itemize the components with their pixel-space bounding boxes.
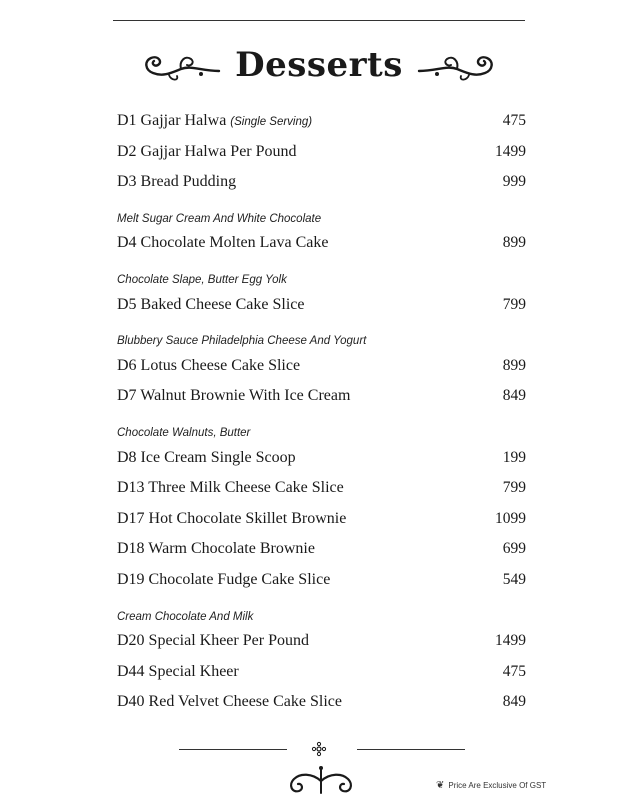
menu-item (117, 540, 526, 571)
item-name: D40 Red Velvet Cheese Cake Slice (117, 693, 342, 711)
item-name: D20 Special Kheer Per Pound (117, 632, 309, 650)
item-name: D18 Warm Chocolate Brownie (117, 540, 315, 558)
item-name: D5 Baked Cheese Cake Slice (117, 295, 305, 313)
menu-item (117, 571, 526, 602)
item-note: (Single Serving) (230, 116, 313, 128)
item-description: Chocolate Slape, Butter Egg Yolk (117, 274, 287, 287)
menu-item (117, 173, 526, 204)
item-price: 799 (502, 295, 526, 313)
item-price: 899 (502, 234, 526, 252)
item-name: D3 Bread Pudding (117, 173, 237, 191)
item-name: D19 Chocolate Fudge Cake Slice (117, 570, 331, 588)
menu-item (117, 112, 526, 143)
item-description-row (117, 265, 526, 296)
item-price: 899 (502, 356, 526, 374)
menu-item (117, 387, 526, 418)
right-flourish-icon (417, 43, 497, 87)
menu-item (117, 143, 526, 174)
dessert-menu-list (117, 112, 526, 724)
item-description-row (117, 602, 526, 633)
menu-item (117, 510, 526, 541)
top-divider (113, 20, 525, 21)
item-description: Cream Chocolate And Milk (117, 610, 254, 623)
item-description: Melt Sugar Cream And White Chocolate (117, 213, 322, 226)
item-name: D13 Three Milk Cheese Cake Slice (117, 479, 344, 497)
item-name: D8 Ice Cream Single Scoop (117, 448, 296, 466)
item-price: 475 (502, 112, 526, 129)
item-name: D2 Gajjar Halwa Per Pound (117, 142, 297, 160)
menu-item (117, 449, 526, 480)
item-description-row (117, 418, 526, 449)
item-description-row (117, 326, 526, 357)
menu-item (117, 296, 526, 327)
footer-right-divider (357, 749, 465, 750)
item-price: 699 (502, 540, 526, 558)
menu-item (117, 357, 526, 388)
item-price: 849 (502, 693, 526, 711)
left-flourish-icon (141, 43, 221, 87)
item-name: D44 Special Kheer (117, 662, 239, 680)
menu-item (117, 693, 526, 724)
item-description: Blubbery Sauce Philadelphia Cheese And Yogurt (117, 335, 367, 348)
item-description: Chocolate Walnuts, Butter (117, 427, 251, 440)
item-name: D6 Lotus Cheese Cake Slice (117, 356, 301, 374)
item-name: D4 Chocolate Molten Lava Cake (117, 234, 329, 252)
item-price: 475 (502, 662, 526, 680)
item-price: 1099 (495, 509, 526, 527)
item-description-row (117, 204, 526, 235)
gst-disclaimer (436, 780, 546, 791)
item-price: 549 (502, 570, 526, 588)
item-price: 199 (502, 448, 526, 466)
menu-item (117, 479, 526, 510)
menu-item (117, 663, 526, 694)
item-name: D17 Hot Chocolate Skillet Brownie (117, 509, 347, 527)
item-price: 1499 (495, 632, 526, 650)
item-price: 1499 (495, 142, 526, 160)
footer-left-divider (179, 749, 287, 750)
item-name: D7 Walnut Brownie With Ice Cream (117, 387, 351, 405)
menu-item (117, 632, 526, 663)
gst-disclaimer-text: Price Are Exclusive Of GST (448, 781, 547, 790)
menu-item (117, 234, 526, 265)
leaf-icon: ❦ (436, 780, 445, 791)
flourish-icon (284, 763, 358, 797)
section-header (0, 30, 638, 100)
page-title: Desserts (235, 45, 403, 85)
item-price: 799 (502, 479, 526, 497)
item-price: 999 (502, 173, 526, 191)
floral-ornament-icon (311, 741, 327, 757)
item-price: 849 (502, 387, 526, 405)
item-name: D1 Gajjar Halwa (117, 112, 227, 129)
